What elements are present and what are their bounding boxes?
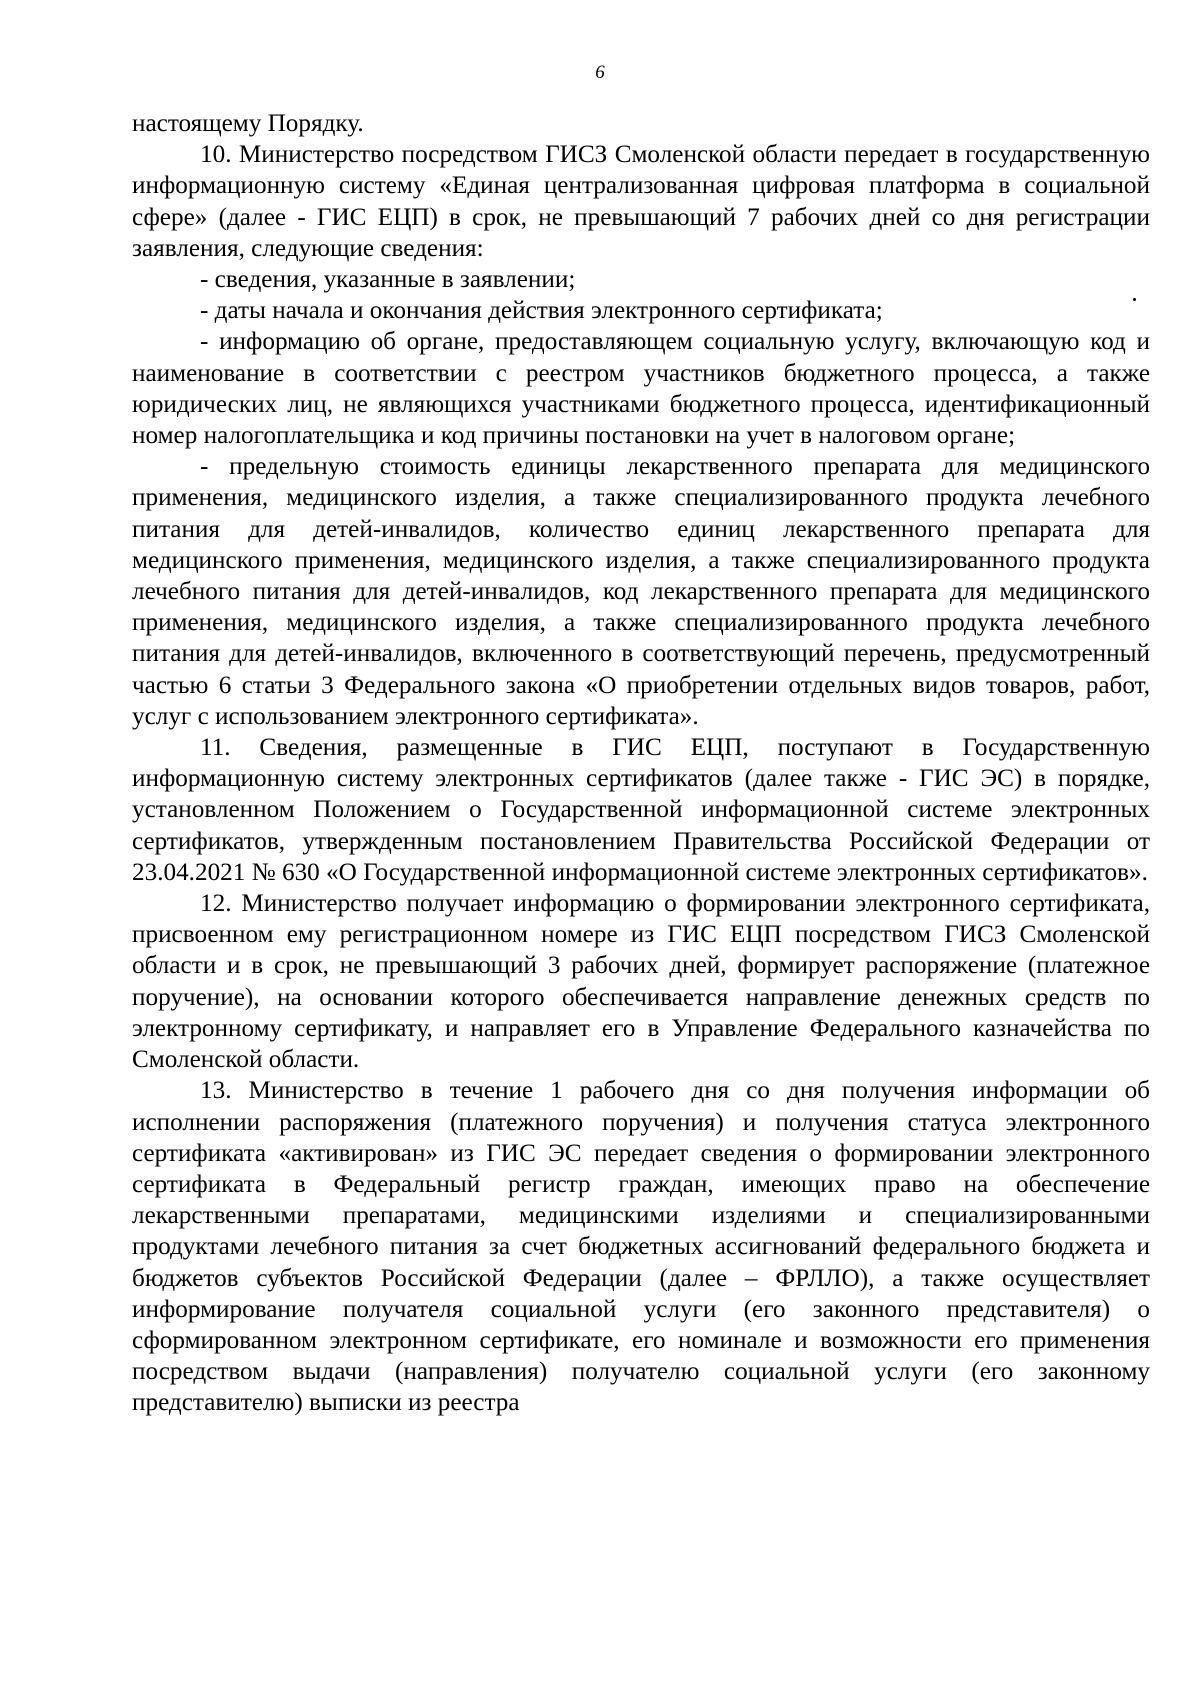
paragraph: 13. Министерство в течение 1 рабочего дня со дня получения информации об исполнении распоряжения (платежного поручения) и получения статуса электронного сертификата «активирован» из ГИС ЭС передает сведения о формировании электронного сертификата в Федеральный регистр граждан, имеющих право на обеспечение лекарственными препаратами, медицинскими изделиями и специализированными продуктами лечебного питания за счет бюджетных ассигнований федерального бюджета и бюджетов субъектов Российской Федерации (далее – ФРЛЛО), а также осуществляет информирование получателя социальной услуги (его законного представителя) о сформированном электронном сертификате, его номинале и возможности его применения посредством выдачи (направления) получателю социальной услуги (его законному представителю) выписки из реестра [132, 1077, 1150, 1417]
page-number: 6 [595, 62, 605, 83]
paragraph: 11. Сведения, размещенные в ГИС ЕЦП, поступают в Государственную информационную систему электронных сертификатов (далее также - ГИС ЭС) в порядке, установленном Положением о Государственной информационной системе электронных сертификатов, утвержденным постановлением Правительства Российской Федерации от 23.04.2021 № 630 «О Государственной информационной системе электронных сертификатов». [132, 734, 1150, 886]
paragraph: настоящему Порядку. [132, 110, 364, 137]
paragraph: - информацию об органе, предоставляющем социальную услугу, включающую код и наименование в соответствии с реестром участников бюджетного процесса, а также юридических лиц, не являющихся участниками бюджетного процесса, идентификационный номер налогоплательщика и код причины постановки на учет в налоговом органе; [132, 328, 1150, 450]
paragraph: - предельную стоимость единицы лекарственного препарата для медицинского применения, медицинского изделия, а также специализированного продукта лечебного питания для детей-инвалидов, количество единиц лекарственного препарата для медицинского применения, медицинского изделия, а также специализированного продукта лечебного питания для детей-инвалидов, код лекарственного препарата для медицинского применения, медицинского изделия, а также специализированного продукта лечебного питания для детей-инвалидов, включенного в соответствующий перечень, предусмотренный частью 6 статьи 3 Федерального закона «О приобретении отдельных видов товаров, работ, услуг с использованием электронного сертификата». [132, 453, 1150, 730]
paragraph: 10. Министерство посредством ГИСЗ Смоленской области передает в государственную информационную систему «Единая централизованная цифровая платформа в социальной сфере» (далее - ГИС ЕЦП) в срок, не превышающий 7 рабочих дней со дня регистрации заявления, следующие сведения: [132, 141, 1150, 262]
paragraph: - даты начала и окончания действия электронного сертификата; [200, 297, 883, 325]
document-body [132, 108, 1150, 1419]
paragraph: - сведения, указанные в заявлении; [200, 266, 576, 294]
paragraph: 12. Министерство получает информацию о формировании электронного сертификата, присвоенном ему регистрационном номере из ГИС ЕЦП посредством ГИСЗ Смоленской области и в срок, не превышающий 3 рабочих дней, формирует распоряжение (платежное поручение), на основании которого обеспечивается направление денежных средств по электронному сертификату, и направляет его в Управление Федерального казначейства по Смоленской области. [132, 890, 1150, 1074]
